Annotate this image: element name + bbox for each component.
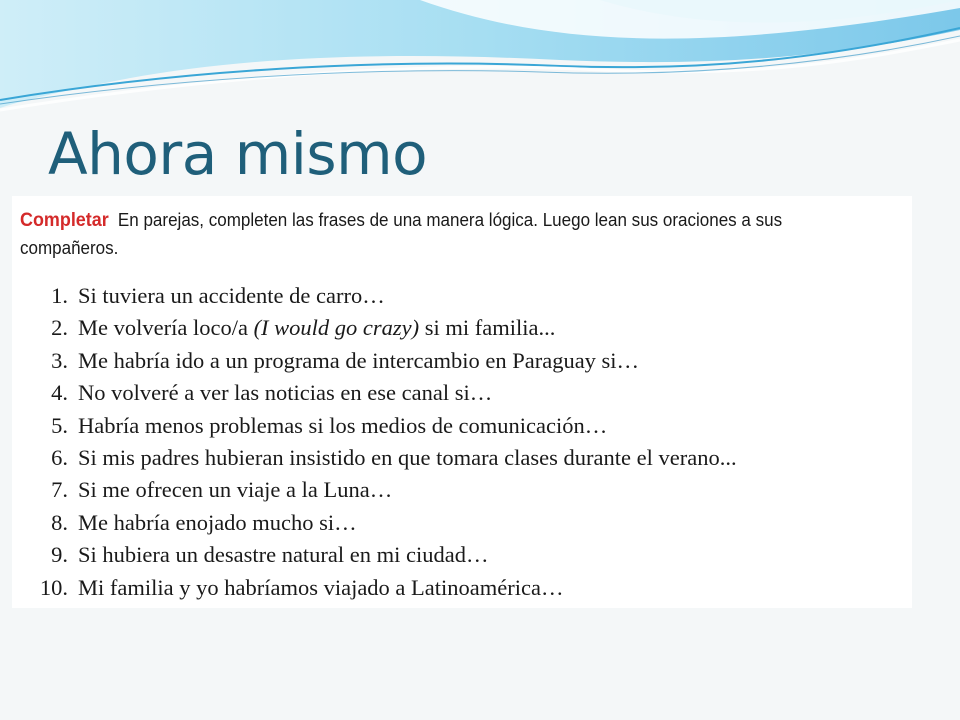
item-text: Me habría enojado mucho si… (78, 509, 357, 535)
activity-instructions (20, 206, 834, 261)
item-text: Habría menos problemas si los medios de comunicación… (78, 412, 608, 438)
exercise-list (20, 280, 900, 604)
item-text: Si mis padres hubieran insistido en que tomara clases durante el verano... (78, 444, 737, 470)
item-text: Me habría ido a un programa de intercambio en Paraguay si… (78, 347, 640, 373)
item-translation: (I would go crazy) (253, 315, 420, 341)
item-number: 3. (51, 347, 68, 373)
item-number: 6. (51, 444, 68, 470)
list-item (20, 280, 900, 312)
list-item (20, 474, 900, 506)
item-number: 4. (51, 380, 68, 406)
list-item (20, 442, 900, 474)
item-text: No volveré a ver las noticias en ese canal si… (78, 380, 493, 406)
item-number: 7. (51, 477, 68, 503)
header-wave-decoration (0, 0, 960, 120)
item-text: Me volvería loco/a (78, 315, 254, 341)
list-item (20, 507, 900, 539)
item-text: Mi familia y yo habríamos viajado a Latinoamérica… (78, 574, 564, 600)
list-item (20, 345, 900, 377)
item-text: Si hubiera un desastre natural en mi ciudad… (78, 542, 489, 568)
item-number: 9. (51, 542, 68, 568)
item-number: 2. (51, 315, 68, 341)
list-item (20, 312, 900, 344)
list-item (20, 410, 900, 442)
item-text: Si tuviera un accidente de carro… (78, 283, 385, 308)
list-item (20, 539, 900, 571)
item-number: 8. (51, 509, 68, 535)
instructions-text: En parejas, completen las frases de una manera lógica. Luego lean sus oraciones a sus compañeros. (20, 209, 783, 258)
item-text: si mi familia... (419, 315, 556, 341)
item-number: 1. (51, 283, 68, 308)
list-item (20, 572, 900, 604)
slide-title: Ahora mismo (48, 120, 428, 188)
item-text: Si me ofrecen un viaje a la Luna… (78, 477, 393, 503)
list-item (20, 377, 900, 409)
item-number: 10. (39, 574, 68, 600)
activity-label: Completar (20, 209, 109, 231)
item-number: 5. (51, 412, 68, 438)
textbook-excerpt (12, 196, 912, 608)
